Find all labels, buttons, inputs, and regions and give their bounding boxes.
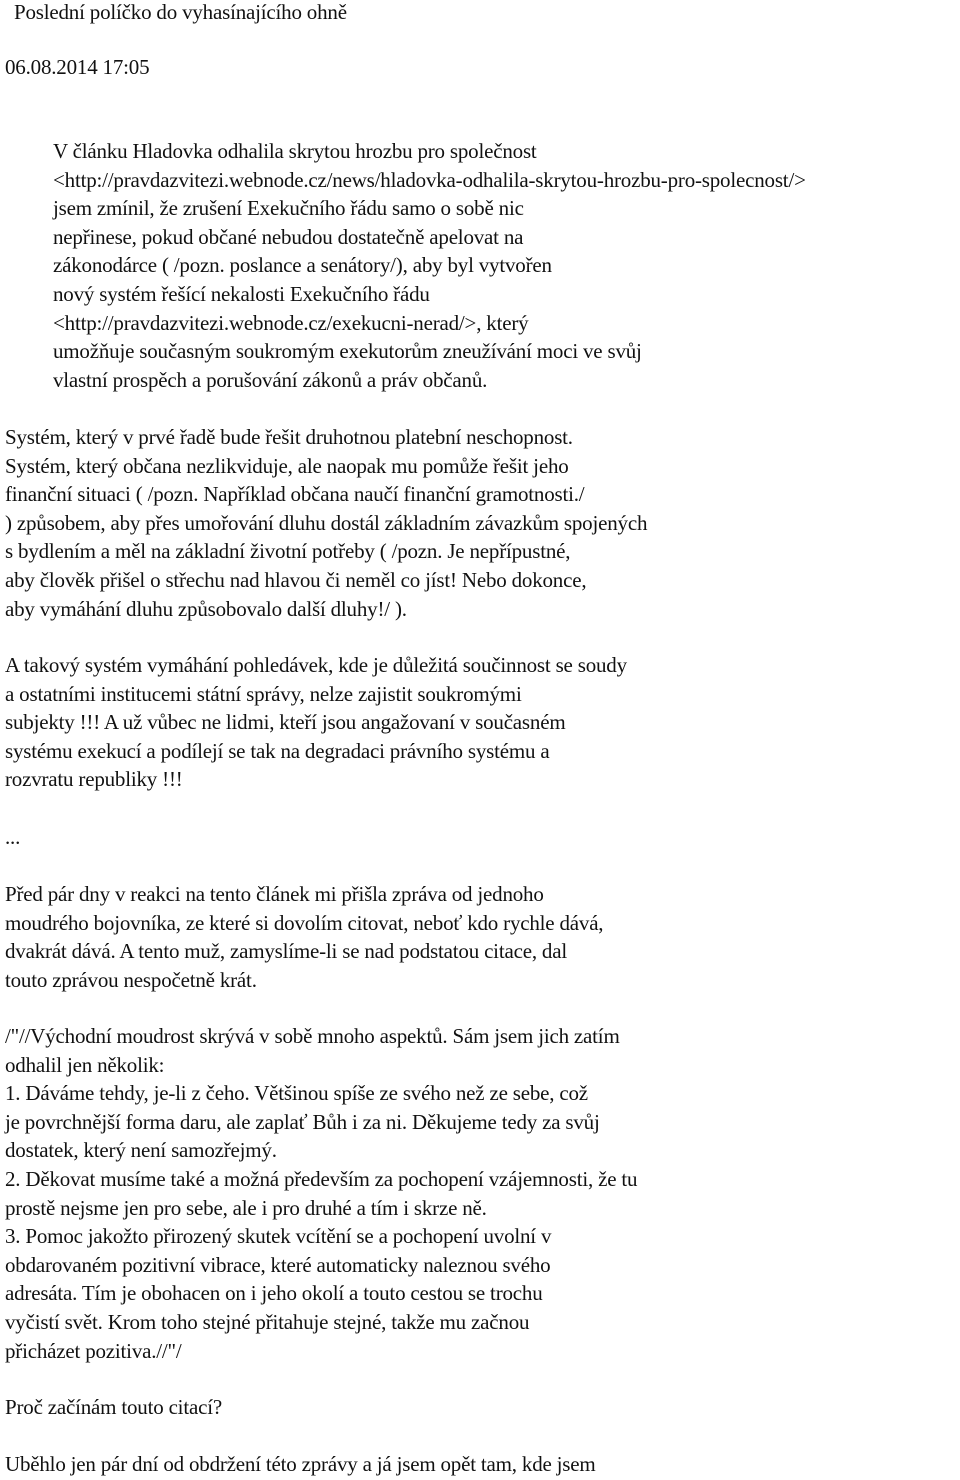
paragraph-line: 3. Pomoc jakožto přirozený skutek vcítění se a pochopení uvolní v bbox=[5, 1224, 552, 1249]
paragraph-line: Proč začínám touto citací? bbox=[5, 1395, 222, 1419]
paragraph-line: Uběhlo jen pár dní od obdržení této zprávy a já jsem opět tam, kde jsem bbox=[5, 1452, 596, 1476]
paragraph-line: nepřinese, pokud občané nebudou dostatečně apelovat na bbox=[53, 224, 524, 249]
paragraph-line: Systém, který občana nezlikviduje, ale naopak mu pomůže řešit jeho bbox=[5, 453, 569, 478]
paragraph-line: s bydlením a měl na základní životní potřeby ( /pozn. Je nepřípustné, bbox=[5, 539, 571, 564]
paragraph-line: vyčistí svět. Krom toho stejné přitahuje stejné, takže mu začnou bbox=[5, 1309, 530, 1334]
paragraph-line: obdarovaném pozitivní vibrace, které automaticky naleznou svého bbox=[5, 1252, 551, 1277]
paragraph-line: systému exekucí a podílejí se tak na degradaci právního systému a bbox=[5, 738, 550, 763]
paragraph-line: dostatek, který není samozřejmý. bbox=[5, 1138, 277, 1163]
paragraph-line: prostě nejsme jen pro sebe, ale i pro druhé a tím i skrze ně. bbox=[5, 1195, 487, 1220]
paragraph-line: adresáta. Tím je obohacen on i jeho okolí a touto cestou se trochu bbox=[5, 1281, 543, 1306]
paragraph-enforcement bbox=[5, 651, 627, 794]
paragraph-ellipsis bbox=[5, 823, 20, 852]
paragraph-quote bbox=[5, 1022, 637, 1365]
paragraph-line: zákonodárce ( /pozn. poslance a senátory/), aby byl vytvořen bbox=[53, 253, 552, 278]
paragraph-line: Před pár dny v reakci na tento článek mi přišla zpráva od jednoho bbox=[5, 882, 544, 906]
paragraph-line: je povrchnější forma daru, ale zaplať Bůh i za ni. Děkujeme tedy za svůj bbox=[5, 1109, 600, 1134]
paragraph-line: aby člověk přišel o střechu nad hlavou či neměl co jíst! Nebo dokonce, bbox=[5, 567, 587, 592]
paragraph-line: dvakrát dává. A tento muž, zamyslíme-li se nad podstatou citace, dal bbox=[5, 939, 567, 964]
paragraph-line: 2. Děkovat musíme také a možná především za pochopení vzájemnosti, že tu bbox=[5, 1166, 638, 1191]
paragraph-line: vlastní prospěch a porušování zákonů a práv občanů. bbox=[53, 367, 488, 392]
paragraph-line: rozvratu republiky !!! bbox=[5, 767, 183, 792]
paragraph-line: 1. Dáváme tehdy, je-li z čeho. Většinou spíše ze svého než ze sebe, což bbox=[5, 1081, 588, 1106]
article-title: Poslední políčko do vyhasínajícího ohně bbox=[14, 0, 347, 24]
paragraph-line: /"//Východní moudrost skrývá v sobě mnoho aspektů. Sám jsem jich zatím bbox=[5, 1024, 620, 1048]
paragraph-line: nový systém řešící nekalosti Exekučního řádu bbox=[53, 281, 430, 306]
paragraph-line: V článku Hladovka odhalila skrytou hrozbu pro společnost bbox=[53, 139, 537, 163]
paragraph-intro bbox=[53, 137, 806, 394]
paragraph-line: <http://pravdazvitezi.webnode.cz/news/hladovka-odhalila-skrytou-hrozbu-pro-spolecnost/> bbox=[53, 167, 806, 192]
paragraph-system bbox=[5, 423, 647, 623]
paragraph-message bbox=[5, 880, 603, 994]
paragraph-line: a ostatními institucemi státní správy, nelze zajistit soukromými bbox=[5, 681, 522, 706]
paragraph-line: finanční situaci ( /pozn. Například občana naučí finanční gramotnosti./ bbox=[5, 482, 585, 507]
paragraph-line: subjekty !!! A už vůbec ne lidmi, kteří jsou angažovaní v současném bbox=[5, 710, 566, 735]
paragraph-line: ) způsobem, aby přes umořování dluhu dostál základním závazkům spojených bbox=[5, 510, 648, 535]
paragraph-line: <http://pravdazvitezi.webnode.cz/exekucni-nerad/>, který bbox=[53, 310, 529, 335]
paragraph-line: aby vymáhání dluhu způsobovalo další dluhy!/ ). bbox=[5, 596, 407, 621]
article-date: 06.08.2014 17:05 bbox=[5, 55, 150, 79]
paragraph-line: odhalil jen několik: bbox=[5, 1052, 165, 1077]
paragraph-line: přicházet pozitiva.//"/ bbox=[5, 1338, 182, 1363]
paragraph-line: touto zprávou nespočetně krát. bbox=[5, 967, 257, 992]
paragraph-line: ... bbox=[5, 825, 21, 849]
paragraph-line: umožňuje současným soukromým exekutorům zneužívání moci ve svůj bbox=[53, 339, 642, 364]
paragraph-question bbox=[5, 1393, 222, 1422]
paragraph-line: moudrého bojovníka, ze které si dovolím citovat, neboť kdo rychle dává, bbox=[5, 910, 604, 935]
paragraph-line: A takový systém vymáhání pohledávek, kde je důležitá součinnost se soudy bbox=[5, 653, 627, 677]
paragraph-line: jsem zmínil, že zrušení Exekučního řádu samo o sobě nic bbox=[53, 196, 524, 221]
paragraph-line: Systém, který v prvé řadě bude řešit druhotnou platební neschopnost. bbox=[5, 425, 573, 449]
paragraph-continuation bbox=[5, 1450, 596, 1479]
